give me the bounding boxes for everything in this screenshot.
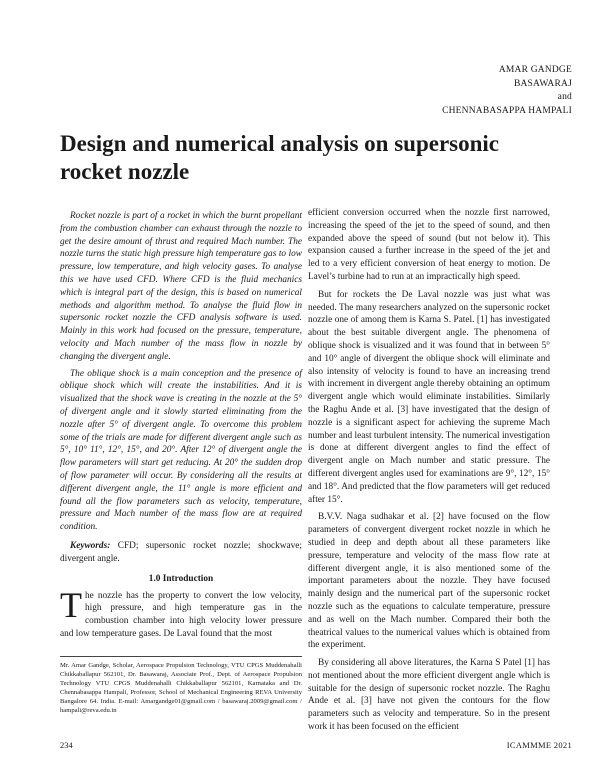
- author-name: CHENNABASAPPA HAMPALI: [442, 105, 572, 116]
- author-conjunction: and: [557, 92, 572, 103]
- conference-name: ICAMMME 2021: [506, 740, 572, 750]
- keywords-text: CFD; supersonic rocket nozzle; shockwave; divergent angle.: [60, 540, 302, 564]
- section-heading: 1.0 Introduction: [148, 573, 214, 584]
- drop-cap: T: [60, 584, 82, 625]
- abstract-paragraph: The oblique shock is a main conception and the presence of oblique shock which will create the instabilities. And it is visualized that the shock wave is creating in the nozzle at the 5° of divergent angle and it slowly started eliminating from the nozzle after 5° of divergent angle. To overcome this problem some of the trials are made for different divergent angle such as 5°, 10° 11°, 12°, 15°, and 20°. After 12° of divergent angle the flow parameters will start get reducing. At 20° the sudden drop of flow parameter will occur. By considering all the results at different divergent angle, the 11° angle is more efficient and found all the flow parameters such as velocity, temperature, pressure and Mach number of the mass flow are at required condition.: [60, 368, 302, 533]
- intro-text: he nozzle has the property to convert the low velocity, high pressure, and high temperature gas in the combustion chamber into high velocity lower pressure and low temperature gases. De Laval found that the most: [60, 590, 302, 639]
- body-paragraph: efficient conversion occurred when the nozzle first narrowed, increasing the speed of the jet to the speed of sound, and then expanded above the speed of sound (but not below it). This expansion caused a further increase in the speed of the jet and led to a very efficient conversion of heat energy to motion. De Lavel’s turbine had to run at an impractically high speed.: [308, 208, 550, 282]
- body-paragraph: But for rockets the De Laval nozzle was just what was needed. The many researchers analyzed on the supersonic rocket nozzle one of among them is Karna S. Patel. [1] has investigated about the best suitable divergent angle. The phenomena of oblique shock is visualized and it was found that in between 5° and 10° angle of divergent the oblique shock will eliminate and also intensity of velocity is found to have an increasing trend with increment in divergent angle thereby obtaining an optimum divergent angle which would eliminate instabilities. Similarly the Raghu Ande et al. [3] have investigated that the design of nozzle is a significant aspect for achieving the supreme Mach number and least turbulent intensity. The numerical investigation is done at different divergent angles to find the effect of divergent angle on Mach number and static pressure. The different divergent angles used for examinations are 9°, 12°, 15° and 18°. And predicted that the flow parameters will get reduced after 15°.: [308, 289, 550, 505]
- abstract: [60, 210, 302, 534]
- author-block: [272, 64, 572, 118]
- right-column: [308, 207, 550, 734]
- page-number: 234: [60, 740, 73, 750]
- abstract-paragraph: Rocket nozzle is part of a rocket in which the burnt propellant from the combustion chamber can exhaust through the nozzle to get the desire amount of thrust and required Mach number. The nozzle turns the static high pressure high temperature gas to low pressure, low temperature, and high velocity gases. To analyse this we have used CFD. Where CFD is the fluid mechanics which is integral part of the design, this is based on numerical methods and algorithm method. To analyse the fluid flow in supersonic rocket nozzle the CFD analysis software is used. Mainly in this work had focused on the pressure, temperature, velocity and Mach number of the mass flow in nozzle by changing the divergent angle.: [60, 211, 302, 362]
- keywords-label: Keywords:: [70, 540, 111, 551]
- footnote-text: Mr. Amar Gandge, Scholar, Aerospace Propulsion Technology, VTU CPGS Muddenahalli Chikkaballapur 562101, Dr. Basawaraj, Associate Prof., Dept. of Aerospace Propulsion Technology VTU CPGS Muddenahalli Chikkaballapur 562101, Karnataka and Dr. Chennabasappa Hampali, Professor, School of Mechanical Engineering REVA University Bangalore 64. India. E-mail: Amargandge01@gmail.com / basawaraj.2009@gmail.com / hampali@reva.edu.in: [60, 662, 302, 715]
- body-paragraph: By considering all above literatures, the Karna S Patel [1] has not mentioned about the more efficient divergent angle which is suitable for the design of supersonic rocket nozzle. The Raghu Ande et al. [3] have not given the contours for the flow parameters such as velocity and temperature. So in the present work it has been focused on the efficient: [308, 658, 550, 733]
- author-name: BASAWARAJ: [513, 78, 572, 89]
- left-column: [60, 210, 302, 641]
- body-paragraph: B.V.V. Naga sudhakar et al. [2] have focused on the flow parameters of convergent divergent rocket nozzle in which he studied in deep and depth about all these parameters like pressure, temperature and velocity of the mass flow rate at different divergent angle, it is also mentioned some of the important parameters about the nozzle. They have focused mainly design and the numerical part of the supersonic rocket nozzle such as the equations to calculate temperature, pressure and as well on the Mach number. Compared their both the theatrical values to the numerical values which is obtained from the experiment.: [308, 512, 550, 651]
- author-footnote: [60, 656, 302, 716]
- keywords: [60, 540, 302, 566]
- intro-paragraph: [60, 584, 302, 641]
- paper-title: Design and numerical analysis on supersonic rocket nozzle: [60, 131, 499, 184]
- author-name: AMAR GANDGE: [498, 65, 572, 75]
